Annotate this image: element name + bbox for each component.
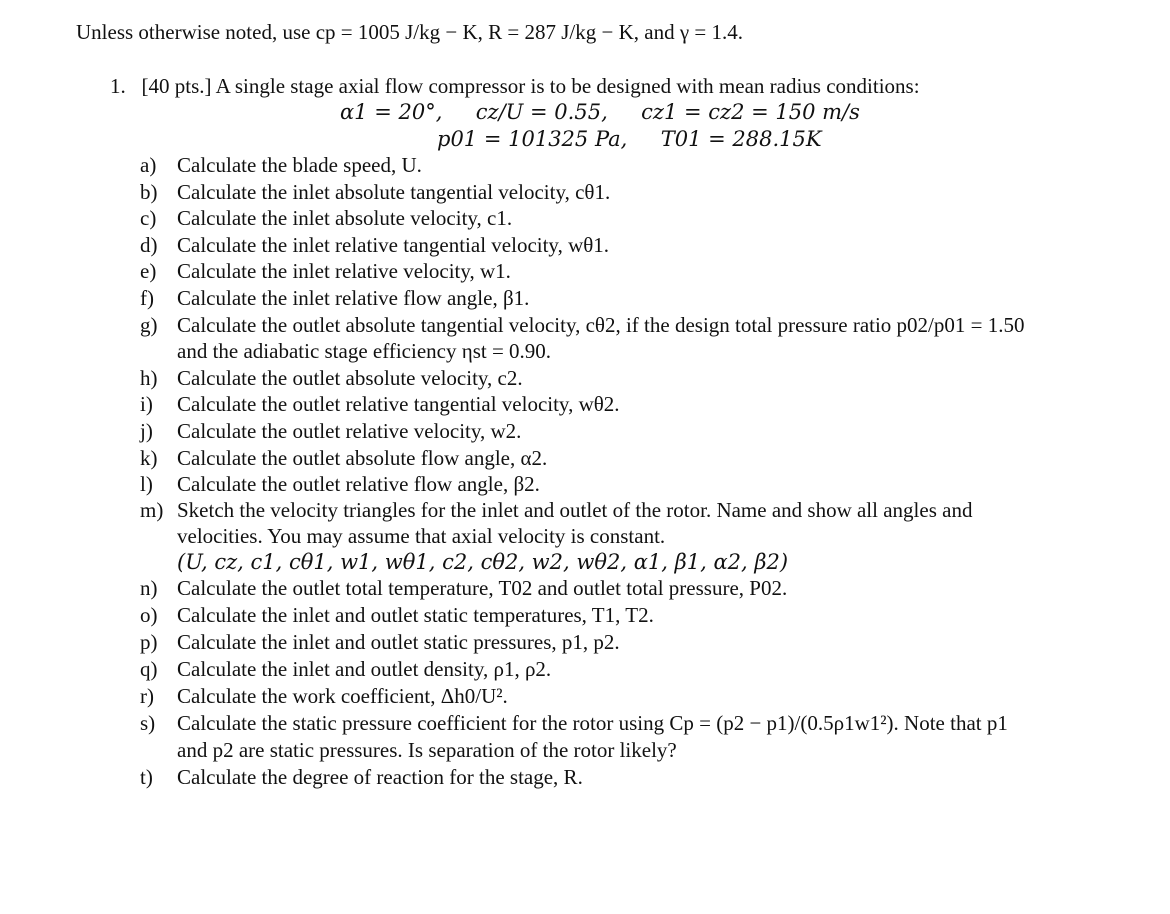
list-item <box>140 445 547 472</box>
item-label: m) <box>140 498 164 522</box>
problem-statement: A single stage axial flow compressor is to be designed with mean radius conditions: <box>215 74 920 98</box>
item-label: l) <box>140 472 153 496</box>
item-text: Calculate the inlet and outlet static temperatures, T1, T2. <box>177 603 654 627</box>
item-label: a) <box>140 153 157 177</box>
item-text: Calculate the static pressure coefficient for the rotor using Cp = (p2 − p1)/(0.5ρ1w1²). Note that p1 <box>177 711 1008 735</box>
item-text: Sketch the velocity triangles for the inlet and outlet of the rotor. Name and show all angles and <box>177 498 973 522</box>
item-text: Calculate the inlet relative tangential velocity, wθ1. <box>177 233 610 257</box>
item-text: Calculate the outlet relative velocity, w2. <box>177 419 522 443</box>
list-item <box>140 179 610 206</box>
list-item <box>140 656 551 683</box>
item-label: b) <box>140 180 158 204</box>
list-item <box>140 575 787 602</box>
item-label: e) <box>140 259 157 283</box>
list-item <box>140 497 972 524</box>
item-label: k) <box>140 446 158 470</box>
item-label: s) <box>140 711 156 735</box>
item-text: Calculate the inlet and outlet density, ρ1, ρ2. <box>177 657 552 681</box>
item-text: Calculate the blade speed, U. <box>177 153 422 177</box>
item-text: Calculate the outlet relative flow angle, β2. <box>177 472 540 496</box>
list-item <box>140 205 512 232</box>
item-label: o) <box>140 603 158 627</box>
item-label: c) <box>140 206 157 230</box>
item-text: Calculate the degree of reaction for the stage, R. <box>177 765 583 789</box>
item-text: Calculate the inlet relative flow angle, β1. <box>177 286 530 310</box>
list-item <box>140 764 583 791</box>
list-item <box>140 710 1008 737</box>
item-label: f) <box>140 286 154 310</box>
item-label: d) <box>140 233 158 257</box>
item-label: t) <box>140 765 153 789</box>
item-text: Calculate the inlet relative velocity, w1. <box>177 259 511 283</box>
item-text-continued: and the adiabatic stage efficiency ηst = 0.90. <box>177 339 552 363</box>
item-text: Calculate the inlet absolute velocity, c1. <box>177 206 513 230</box>
conditions-line-2: p01 = 101325 Pa, T01 = 288.15K <box>437 127 822 151</box>
item-text: Calculate the outlet absolute flow angle, α2. <box>177 446 548 470</box>
problem-points: [40 pts.] <box>141 74 212 98</box>
conditions-line-1: α1 = 20°, cz/U = 0.55, cz1 = cz2 = 150 m/s <box>340 100 860 124</box>
item-text-continued: and p2 are static pressures. Is separation of the rotor likely? <box>177 738 677 762</box>
intro-line: Unless otherwise noted, use cp = 1005 J/kg − K, R = 287 J/kg − K, and γ = 1.4. <box>76 20 743 44</box>
item-text: Calculate the outlet relative tangential velocity, wθ2. <box>177 392 620 416</box>
item-label: g) <box>140 313 158 337</box>
item-label: r) <box>140 684 154 708</box>
item-text: Calculate the outlet total temperature, T02 and outlet total pressure, P02. <box>177 576 788 600</box>
list-item <box>140 418 521 445</box>
item-label: i) <box>140 392 153 416</box>
item-text: Calculate the work coefficient, Δh0/U². <box>177 684 508 708</box>
list-item <box>140 683 508 710</box>
item-label: h) <box>140 366 158 390</box>
item-variable-list: (U, cz, c1, cθ1, w1, wθ1, c2, cθ2, w2, wθ2, α1, β1, α2, β2) <box>177 550 789 574</box>
item-text: Calculate the inlet and outlet static pressures, p1, p2. <box>177 630 620 654</box>
item-text-continued: velocities. You may assume that axial velocity is constant. <box>177 524 666 548</box>
list-item <box>140 471 540 498</box>
item-label: p) <box>140 630 158 654</box>
list-item <box>140 152 422 179</box>
list-item <box>140 232 609 259</box>
list-item <box>140 365 523 392</box>
list-item <box>140 391 620 418</box>
list-item <box>140 602 654 629</box>
item-label: j) <box>140 419 153 443</box>
list-item <box>140 258 511 285</box>
item-text: Calculate the inlet absolute tangential velocity, cθ1. <box>177 180 611 204</box>
item-text: Calculate the outlet absolute velocity, c2. <box>177 366 523 390</box>
item-label: n) <box>140 576 158 600</box>
list-item <box>140 629 620 656</box>
item-text: Calculate the outlet absolute tangential velocity, cθ2, if the design total pressure ratio p02/p01 = 1.50 <box>177 313 1025 337</box>
item-label: q) <box>140 657 158 681</box>
list-item <box>140 312 1025 339</box>
problem-heading <box>110 73 920 99</box>
list-item <box>140 285 529 312</box>
problem-number: 1. <box>110 74 126 98</box>
